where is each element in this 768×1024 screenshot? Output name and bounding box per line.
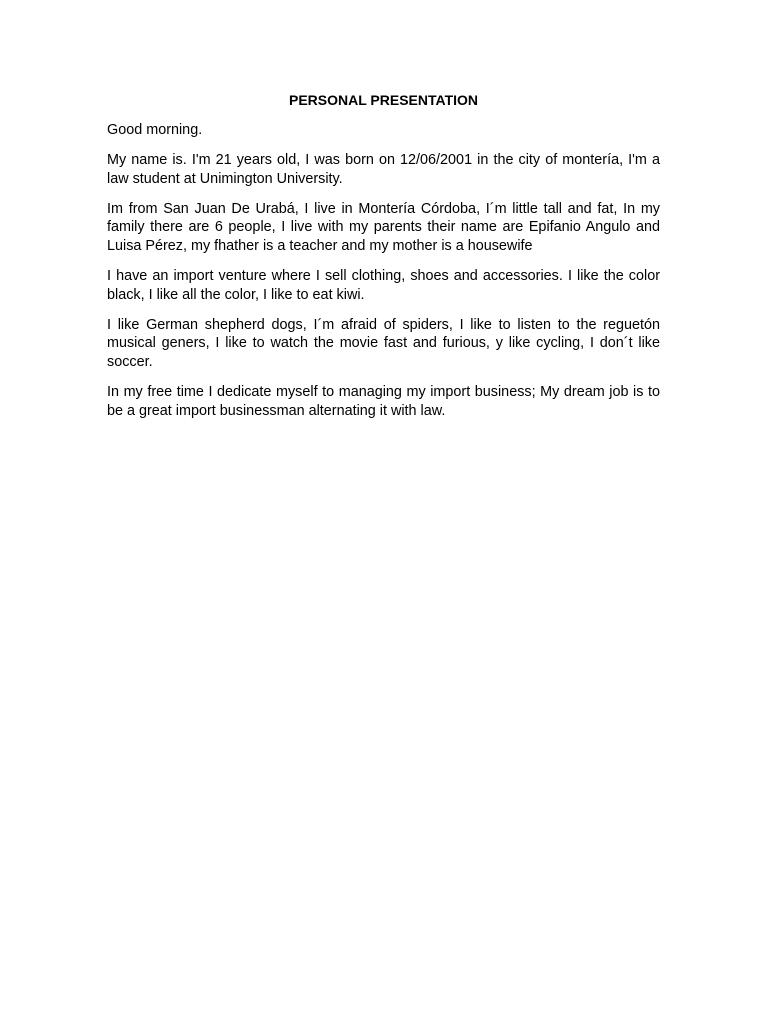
paragraph-free-time: In my free time I dedicate myself to managing my import business; My dream job is to be a great import businessman alternating it with law.: [107, 384, 660, 419]
paragraph-family: Im from San Juan De Urabá, I live in Montería Córdoba, I´m little tall and fat, In my family there are 6 people, I live with my parents their name are Epifanio Angulo and Luisa Pérez, my fhather is a teacher and my mother is a housewife: [107, 200, 660, 254]
paragraph-likes: I like German shepherd dogs, I´m afraid of spiders, I like to listen to the reguetón musical geners, I like to watch the movie fast and furious, y like cycling, I don´t like soccer.: [107, 316, 660, 370]
paragraph-business: I have an import venture where I sell clothing, shoes and accessories. I like the color black, I like all the color, I like to eat kiwi.: [107, 268, 660, 303]
paragraph-greeting: Good morning.: [107, 122, 203, 138]
document-title: PERSONAL PRESENTATION: [288, 92, 479, 108]
document-page: [107, 91, 660, 432]
paragraph-personal-info: My name is. I'm 21 years old, I was born on 12/06/2001 in the city of montería, I'm a law student at Unimington University.: [107, 152, 660, 187]
